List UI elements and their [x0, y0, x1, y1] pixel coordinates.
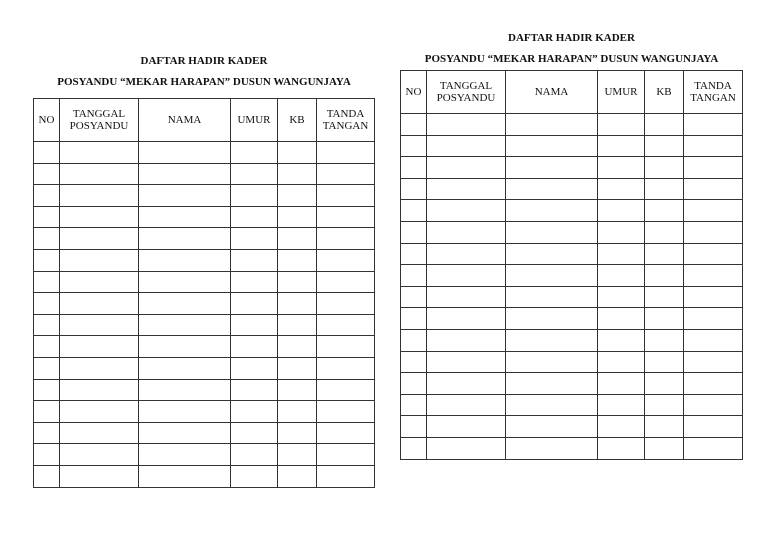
table-cell [278, 206, 317, 228]
table-cell [317, 249, 375, 271]
table-cell [598, 265, 645, 287]
table-cell [684, 178, 743, 200]
col-header-no: NO [401, 71, 427, 114]
table-cell [401, 265, 427, 287]
attendance-sheet-right [400, 32, 743, 460]
table-body [401, 114, 743, 460]
table-cell [317, 379, 375, 401]
table-cell [231, 142, 278, 164]
table-cell [317, 142, 375, 164]
table-cell [506, 178, 598, 200]
table-cell [317, 185, 375, 207]
table-cell [139, 336, 231, 358]
table-cell [231, 465, 278, 487]
table-cell [427, 416, 506, 438]
table-cell [427, 135, 506, 157]
table-cell [231, 401, 278, 423]
table-cell [645, 416, 684, 438]
table-cell [401, 308, 427, 330]
table-cell [60, 228, 139, 250]
table-row [34, 314, 375, 336]
col-header-tanda-tangan: TANDA TANGAN [684, 71, 743, 114]
table-cell [401, 135, 427, 157]
table-cell [506, 265, 598, 287]
table-row [34, 293, 375, 315]
table-cell [231, 163, 278, 185]
table-cell [401, 329, 427, 351]
table-cell [34, 228, 60, 250]
table-cell [60, 444, 139, 466]
table-cell [427, 221, 506, 243]
table-row [34, 142, 375, 164]
sheet-subtitle: POSYANDU “MEKAR HARAPAN” DUSUN WANGUNJAYA [57, 76, 351, 88]
table-cell [317, 357, 375, 379]
table-cell [60, 249, 139, 271]
table-cell [278, 444, 317, 466]
table-cell [317, 271, 375, 293]
col-header-umur: UMUR [598, 71, 645, 114]
table-cell [278, 314, 317, 336]
table-row [34, 249, 375, 271]
table-cell [34, 142, 60, 164]
table-cell [645, 157, 684, 179]
table-cell [401, 157, 427, 179]
table-body [34, 142, 375, 488]
table-row [34, 163, 375, 185]
table-row [401, 221, 743, 243]
table-cell [34, 357, 60, 379]
table-cell [598, 178, 645, 200]
table-cell [139, 357, 231, 379]
table-cell [317, 206, 375, 228]
table-row [401, 416, 743, 438]
table-cell [506, 286, 598, 308]
table-cell [317, 314, 375, 336]
table-cell [139, 249, 231, 271]
table-row [34, 185, 375, 207]
table-cell [139, 271, 231, 293]
table-cell [598, 243, 645, 265]
sheet-title: DAFTAR HADIR KADER [140, 55, 268, 67]
table-cell [317, 163, 375, 185]
table-cell [684, 351, 743, 373]
table-cell [598, 394, 645, 416]
table-cell [278, 142, 317, 164]
table-row [34, 422, 375, 444]
table-cell [506, 221, 598, 243]
table-cell [684, 135, 743, 157]
table-cell [684, 308, 743, 330]
table-cell [684, 373, 743, 395]
table-cell [231, 336, 278, 358]
table-cell [684, 329, 743, 351]
table-cell [598, 329, 645, 351]
table-cell [231, 379, 278, 401]
table-cell [427, 308, 506, 330]
table-cell [598, 157, 645, 179]
table-cell [317, 422, 375, 444]
attendance-table [400, 70, 743, 460]
table-row [34, 271, 375, 293]
table-cell [278, 336, 317, 358]
col-header-kb: KB [278, 99, 317, 142]
table-cell [401, 416, 427, 438]
table-cell [278, 249, 317, 271]
table-cell [278, 185, 317, 207]
table-cell [598, 351, 645, 373]
table-cell [506, 437, 598, 459]
table-cell [401, 373, 427, 395]
table-cell [684, 286, 743, 308]
table-cell [34, 336, 60, 358]
table-cell [427, 265, 506, 287]
table-cell [645, 308, 684, 330]
table-cell [34, 163, 60, 185]
table-header-row [34, 99, 375, 142]
table-cell [684, 243, 743, 265]
table-cell [278, 379, 317, 401]
table-header-row [401, 71, 743, 114]
table-cell [645, 373, 684, 395]
table-cell [139, 422, 231, 444]
table-cell [401, 178, 427, 200]
table-cell [60, 271, 139, 293]
table-cell [34, 465, 60, 487]
table-cell [598, 437, 645, 459]
table-row [34, 444, 375, 466]
table-cell [34, 422, 60, 444]
table-cell [401, 394, 427, 416]
table-cell [598, 373, 645, 395]
table-cell [427, 178, 506, 200]
table-cell [231, 185, 278, 207]
sheet-title: DAFTAR HADIR KADER [508, 32, 635, 44]
table-cell [598, 308, 645, 330]
table-cell [139, 142, 231, 164]
table-cell [34, 314, 60, 336]
table-cell [231, 357, 278, 379]
table-cell [317, 293, 375, 315]
table-cell [684, 157, 743, 179]
table-row [401, 437, 743, 459]
table-row [34, 206, 375, 228]
table-cell [598, 286, 645, 308]
table-cell [401, 351, 427, 373]
table-cell [139, 293, 231, 315]
table-cell [60, 142, 139, 164]
table-cell [427, 437, 506, 459]
table-cell [427, 329, 506, 351]
table-cell [645, 135, 684, 157]
table-cell [231, 444, 278, 466]
table-cell [401, 243, 427, 265]
table-cell [645, 286, 684, 308]
table-cell [427, 200, 506, 222]
table-cell [506, 157, 598, 179]
table-row [401, 373, 743, 395]
table-cell [506, 135, 598, 157]
table-cell [317, 444, 375, 466]
table-cell [598, 200, 645, 222]
table-cell [317, 465, 375, 487]
table-cell [401, 437, 427, 459]
table-cell [684, 394, 743, 416]
table-cell [645, 351, 684, 373]
table-row [34, 357, 375, 379]
table-cell [139, 185, 231, 207]
table-cell [139, 379, 231, 401]
table-cell [139, 206, 231, 228]
table-cell [317, 401, 375, 423]
table-cell [645, 329, 684, 351]
table-cell [231, 228, 278, 250]
table-cell [506, 329, 598, 351]
table-row [401, 114, 743, 136]
col-header-nama: NAMA [139, 99, 231, 142]
table-cell [401, 114, 427, 136]
table-row [401, 286, 743, 308]
table-cell [278, 422, 317, 444]
table-cell [645, 437, 684, 459]
table-cell [60, 401, 139, 423]
table-cell [506, 351, 598, 373]
table-cell [34, 271, 60, 293]
table-cell [401, 221, 427, 243]
table-cell [401, 200, 427, 222]
col-header-tanggal: TANGGAL POSYANDU [427, 71, 506, 114]
col-header-tanda-tangan: TANDA TANGAN [317, 99, 375, 142]
table-row [34, 228, 375, 250]
table-cell [60, 357, 139, 379]
table-cell [60, 379, 139, 401]
table-cell [645, 394, 684, 416]
table-cell [278, 163, 317, 185]
table-row [401, 243, 743, 265]
table-cell [427, 114, 506, 136]
table-cell [139, 314, 231, 336]
table-cell [34, 206, 60, 228]
table-row [401, 265, 743, 287]
attendance-table [33, 98, 375, 488]
table-cell [645, 200, 684, 222]
table-cell [231, 314, 278, 336]
table-cell [684, 200, 743, 222]
table-cell [645, 221, 684, 243]
table-row [401, 394, 743, 416]
col-header-kb: KB [645, 71, 684, 114]
col-header-umur: UMUR [231, 99, 278, 142]
table-cell [684, 416, 743, 438]
table-cell [278, 401, 317, 423]
table-row [401, 157, 743, 179]
table-cell [34, 293, 60, 315]
table-cell [60, 206, 139, 228]
table-cell [598, 114, 645, 136]
table-cell [60, 163, 139, 185]
table-cell [645, 114, 684, 136]
table-row [401, 329, 743, 351]
table-cell [231, 422, 278, 444]
table-cell [34, 444, 60, 466]
table-row [401, 351, 743, 373]
table-cell [684, 437, 743, 459]
table-cell [427, 351, 506, 373]
table-row [401, 135, 743, 157]
col-header-nama: NAMA [506, 71, 598, 114]
table-cell [506, 243, 598, 265]
table-cell [139, 444, 231, 466]
table-cell [684, 221, 743, 243]
table-cell [34, 249, 60, 271]
table-cell [506, 114, 598, 136]
table-cell [506, 200, 598, 222]
table-cell [60, 185, 139, 207]
table-row [401, 200, 743, 222]
table-cell [231, 249, 278, 271]
table-cell [34, 185, 60, 207]
table-cell [60, 465, 139, 487]
table-cell [60, 293, 139, 315]
table-cell [231, 206, 278, 228]
sheet-subtitle: POSYANDU “MEKAR HARAPAN” DUSUN WANGUNJAYA [424, 53, 719, 65]
table-cell [139, 465, 231, 487]
attendance-sheet-left [33, 55, 375, 488]
table-cell [427, 394, 506, 416]
table-cell [598, 221, 645, 243]
table-cell [506, 416, 598, 438]
table-cell [645, 243, 684, 265]
table-cell [278, 228, 317, 250]
table-cell [34, 379, 60, 401]
table-cell [139, 163, 231, 185]
table-cell [317, 228, 375, 250]
col-header-tanggal: TANGGAL POSYANDU [60, 99, 139, 142]
table-row [34, 465, 375, 487]
table-cell [598, 416, 645, 438]
table-cell [684, 114, 743, 136]
table-cell [427, 373, 506, 395]
table-row [401, 178, 743, 200]
table-cell [427, 157, 506, 179]
table-cell [278, 271, 317, 293]
table-row [401, 308, 743, 330]
table-cell [34, 401, 60, 423]
col-header-no: NO [34, 99, 60, 142]
table-cell [598, 135, 645, 157]
table-row [34, 401, 375, 423]
table-cell [278, 465, 317, 487]
table-cell [684, 265, 743, 287]
table-cell [231, 293, 278, 315]
table-cell [506, 373, 598, 395]
table-row [34, 379, 375, 401]
table-cell [317, 336, 375, 358]
table-cell [506, 308, 598, 330]
table-cell [427, 286, 506, 308]
table-cell [401, 286, 427, 308]
table-cell [139, 228, 231, 250]
table-cell [645, 178, 684, 200]
table-cell [231, 271, 278, 293]
table-cell [278, 357, 317, 379]
table-cell [645, 265, 684, 287]
table-row [34, 336, 375, 358]
table-cell [60, 314, 139, 336]
table-cell [139, 401, 231, 423]
table-cell [278, 293, 317, 315]
table-cell [60, 336, 139, 358]
table-cell [506, 394, 598, 416]
table-cell [427, 243, 506, 265]
table-cell [60, 422, 139, 444]
